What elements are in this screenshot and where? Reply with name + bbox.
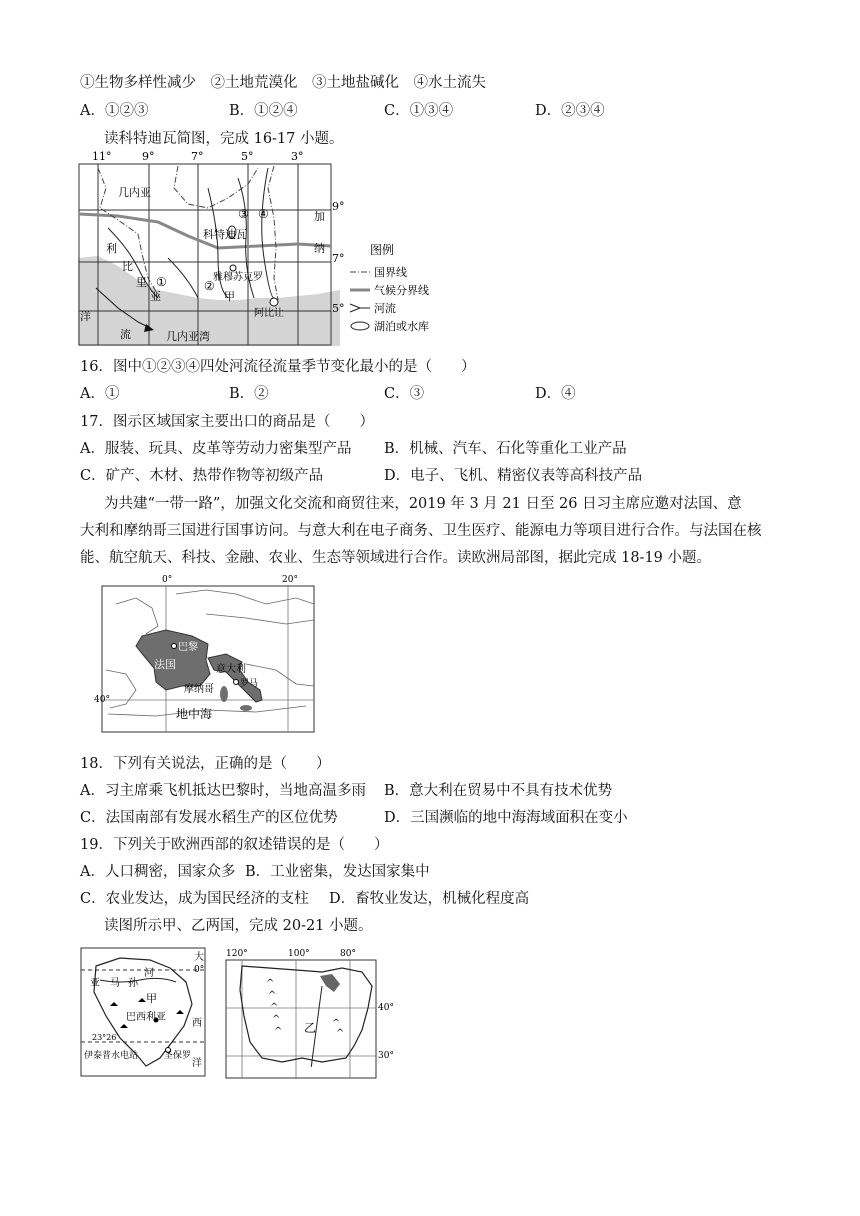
usa-map	[222, 946, 394, 1082]
q17-stem: 17．图示区域国家主要出口的商品是（ ）	[80, 414, 374, 430]
m3-label-4: 孙	[128, 978, 138, 989]
label-ghana-1: 加	[314, 210, 325, 223]
intro-18-19-line1: 为共建“一带一路”，加强文化交流和商贸往来，2019 年 3 月 21 日至 26 日习主席应邀对法国、意	[104, 496, 742, 512]
legend-lake: 湖泊或水库	[374, 320, 429, 333]
label-rome: 罗马	[240, 679, 259, 689]
label-france: 法国	[154, 658, 176, 671]
q16-stem: 16．图中①②③④四处河流径流量季节变化最小的是（ ）	[80, 359, 476, 375]
svg-text:^: ^	[268, 990, 277, 1001]
label-monaco: 摩纳哥	[184, 684, 214, 695]
label-mediterranean: 地中海	[176, 707, 213, 721]
svg-text:^: ^	[332, 1018, 341, 1029]
legend-border: 国界线	[374, 266, 407, 279]
label-yi: 乙	[304, 1021, 317, 1035]
brazil-map	[80, 946, 208, 1080]
svg-text:^: ^	[266, 978, 275, 989]
m3-label-0: 大	[194, 952, 204, 963]
cote-divoire-map	[78, 148, 345, 348]
lat-5: 5°	[332, 302, 345, 315]
label-liberia-1: 利	[106, 242, 117, 255]
legend-river-icon	[350, 304, 370, 312]
q18-option-d[interactable]: D．三国濒临的地中海海域面积在变小	[384, 810, 628, 826]
sardinia-shape	[220, 686, 228, 702]
m3-label-5: 河	[144, 968, 154, 979]
q15-option-a[interactable]: A．①②③	[80, 103, 149, 119]
svg-text:^: ^	[274, 1026, 283, 1037]
q19-option-b[interactable]: B．工业密集，发达国家集中	[245, 864, 430, 880]
q19-option-c[interactable]: C．农业发达，成为国民经济的支柱	[80, 891, 309, 907]
label-guinea: 几内亚	[118, 186, 151, 199]
q17-option-d[interactable]: D．电子、飞机、精密仪表等高科技产品	[384, 468, 643, 484]
intro-18-19-line3: 能、航空航天、科技、金融、农业、生态等领域进行合作。读欧洲局部图，据此完成 18-19 小题。	[80, 550, 712, 566]
map2-lat-40: 40°	[94, 695, 110, 705]
marker-2: ②	[204, 279, 215, 293]
label-liberia-2: 比	[122, 260, 133, 273]
q18-option-b[interactable]: B．意大利在贸易中不具有技术优势	[384, 783, 613, 799]
lon-3: 3°	[291, 150, 304, 163]
m3-label-12: 洋	[192, 1058, 202, 1069]
m3-label-3: 马	[110, 978, 120, 989]
svg-text:^: ^	[270, 1002, 279, 1013]
label-italy: 意大利	[216, 664, 246, 675]
intro-16-17: 读科特迪瓦简图，完成 16-17 小题。	[104, 131, 344, 147]
marker-1: ①	[156, 275, 167, 289]
q15-option-d[interactable]: D．②③④	[535, 103, 605, 119]
label-jia: 甲	[224, 290, 235, 303]
lat-9: 9°	[332, 200, 345, 213]
q16-option-b[interactable]: B．②	[229, 386, 269, 402]
label-liberia-4: 亚	[150, 290, 161, 303]
abidjan-marker	[270, 298, 278, 306]
label-yamoussoukro: 雅穆苏克罗	[213, 272, 263, 283]
lon-5: 5°	[241, 150, 254, 163]
europe-map	[96, 574, 320, 736]
map4-lat-30: 30°	[378, 1051, 394, 1061]
label-abidjan: 阿比让	[254, 308, 284, 319]
m3-label-1: 0°	[194, 965, 205, 975]
q19-stem: 19．下列关于欧洲西部的叙述错误的是（ ）	[80, 837, 389, 853]
legend-river: 河流	[374, 302, 396, 315]
rome-marker	[234, 680, 239, 685]
map4-lon-120: 120°	[226, 949, 248, 959]
legend-title: 图例	[370, 243, 395, 257]
lon-7: 7°	[191, 150, 204, 163]
sicily-shape	[240, 705, 252, 711]
map4-lon-100: 100°	[288, 949, 310, 959]
q15-option-c[interactable]: C．①③④	[384, 103, 454, 119]
m3-label-10: 伊泰普水电站	[84, 1051, 139, 1061]
q17-option-b[interactable]: B．机械、汽车、石化等重化工业产品	[384, 441, 627, 457]
q16-option-a[interactable]: A．①	[80, 386, 120, 402]
m3-label-9: 23°26′	[92, 1033, 119, 1042]
intro-18-19-line2: 大利和摩纳哥三国进行国事访问。与意大利在电子商务、卫生医疗、能源电力等项目进行合作。与法国在核	[80, 523, 762, 539]
m3-label-6: 甲	[146, 992, 157, 1005]
q18-stem: 18．下列有关说法，正确的是（ ）	[80, 756, 331, 772]
q15-option-b[interactable]: B．①②④	[229, 103, 298, 119]
paris-marker	[172, 644, 177, 649]
lon-9: 9°	[142, 150, 155, 163]
label-ghana-2: 纳	[314, 242, 325, 255]
m3-label-11: 圣保罗	[164, 1051, 192, 1061]
label-paris: 巴黎	[178, 642, 198, 653]
map1-legend	[330, 240, 440, 336]
yamoussoukro-marker	[230, 265, 236, 271]
q16-option-d[interactable]: D．④	[535, 386, 576, 402]
m3-label-7: 巴西利亚	[126, 1012, 166, 1023]
intro-20-21: 读图所示甲、乙两国，完成 20-21 小题。	[104, 918, 373, 934]
label-ocean: 洋	[80, 310, 91, 323]
label-gulf-of-guinea: 几内亚湾	[166, 330, 210, 343]
m3-label-2: 亚	[90, 978, 100, 989]
q18-option-c[interactable]: C．法国南部有发展水稻生产的区位优势	[80, 810, 338, 826]
marker-4: ④	[258, 207, 269, 221]
legend-climate: 气候分界线	[374, 284, 429, 297]
q19-option-d[interactable]: D．畜牧业发达，机械化程度高	[329, 891, 530, 907]
svg-text:^: ^	[272, 1014, 281, 1025]
q18-option-a[interactable]: A．习主席乘飞机抵达巴黎时，当地高温多雨	[80, 783, 366, 799]
label-current: 流	[120, 328, 131, 341]
q17-option-c[interactable]: C．矿产、木材、热带作物等初级产品	[80, 468, 324, 484]
q15-items: ①生物多样性减少 ②土地荒漠化 ③土地盐碱化 ④水土流失	[80, 75, 486, 91]
lat-7: 7°	[332, 252, 345, 265]
map2-lon-20: 20°	[282, 575, 298, 585]
q17-option-a[interactable]: A．服装、玩具、皮革等劳动力密集型产品	[80, 441, 352, 457]
q16-option-c[interactable]: C．③	[384, 386, 425, 402]
label-cote-divoire: 科特迪瓦	[203, 228, 247, 241]
label-liberia-3: 里	[136, 276, 147, 289]
map4-frame	[226, 960, 376, 1078]
svg-text:^: ^	[336, 1028, 345, 1039]
marker-3: ③	[238, 207, 249, 221]
legend-lake-icon	[351, 322, 369, 330]
q19-option-a[interactable]: A．人口稠密，国家众多	[80, 864, 236, 880]
map4-lon-80: 80°	[340, 949, 356, 959]
m3-label-8: 西	[192, 1018, 202, 1029]
lon-11: 11°	[92, 150, 112, 163]
map4-lat-40: 40°	[378, 1003, 394, 1013]
map2-lon-0: 0°	[162, 575, 173, 585]
